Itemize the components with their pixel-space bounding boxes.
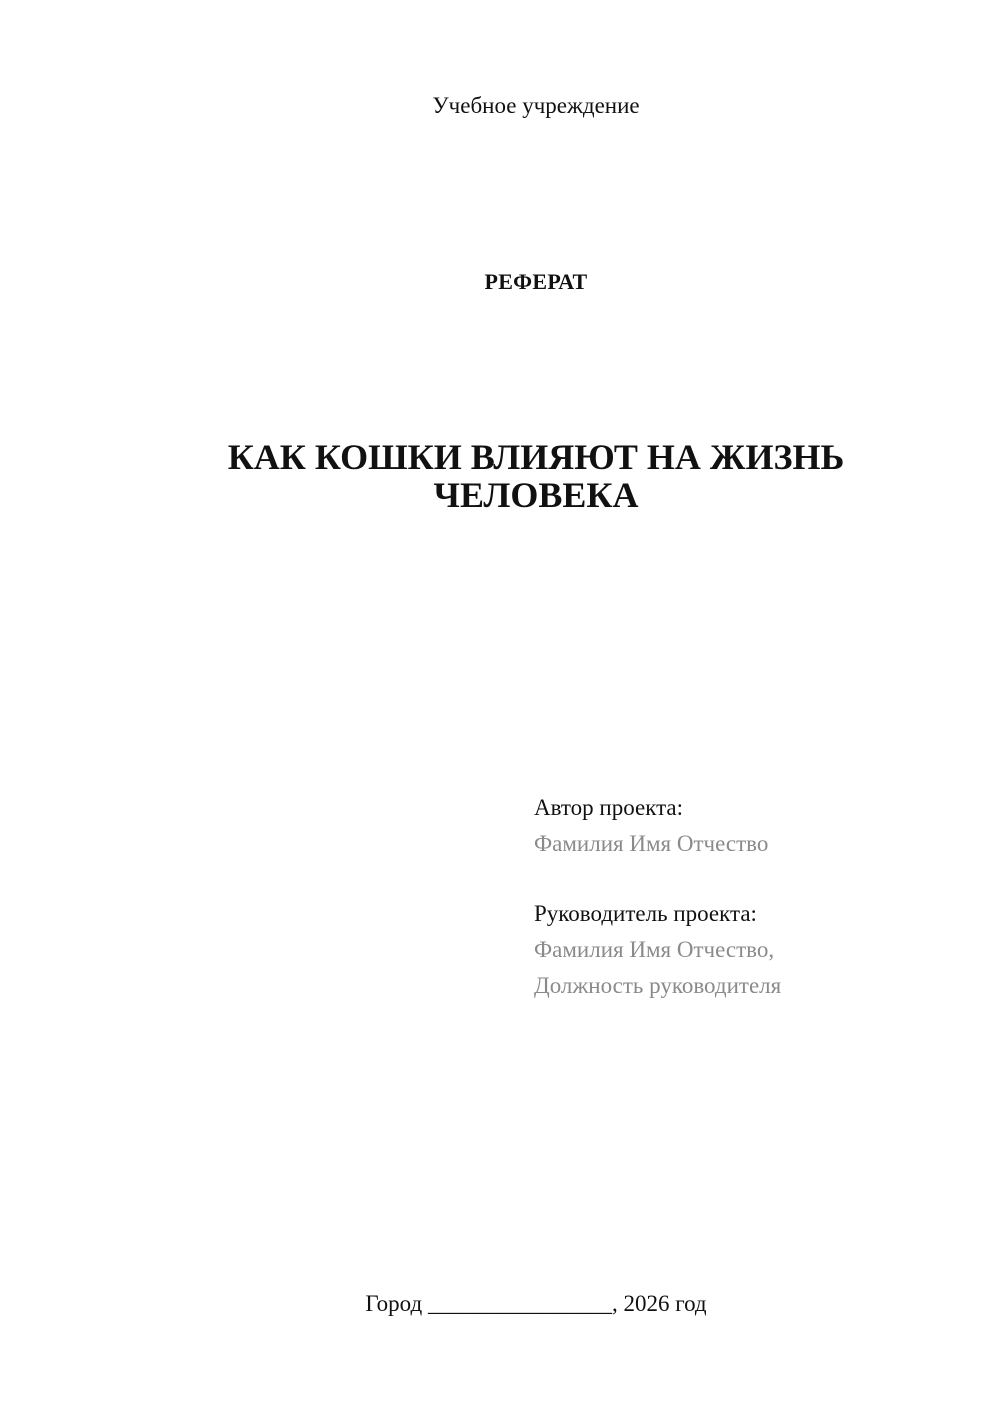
supervisor-position: Должность руководителя	[534, 973, 782, 998]
institution-name: Учебное учреждение	[432, 93, 640, 118]
author-label: Автор проекта:	[534, 795, 683, 820]
spacer	[534, 862, 974, 896]
supervisor-name: Фамилия Имя Отчество,	[534, 937, 775, 962]
supervisor-label: Руководитель проекта:	[534, 901, 757, 926]
document-title-line-1: КАК КОШКИ ВЛИЯЮТ НА ЖИЗНЬ	[227, 437, 845, 477]
city-year-footer: Город ________________, 2026 год	[365, 1291, 707, 1316]
author-name: Фамилия Имя Отчество	[534, 831, 769, 856]
document-title-line-2: ЧЕЛОВЕКА	[433, 475, 639, 515]
document-title	[0, 438, 1000, 514]
project-info-block	[534, 790, 974, 1004]
document-type: РЕФЕРАТ	[484, 269, 588, 294]
